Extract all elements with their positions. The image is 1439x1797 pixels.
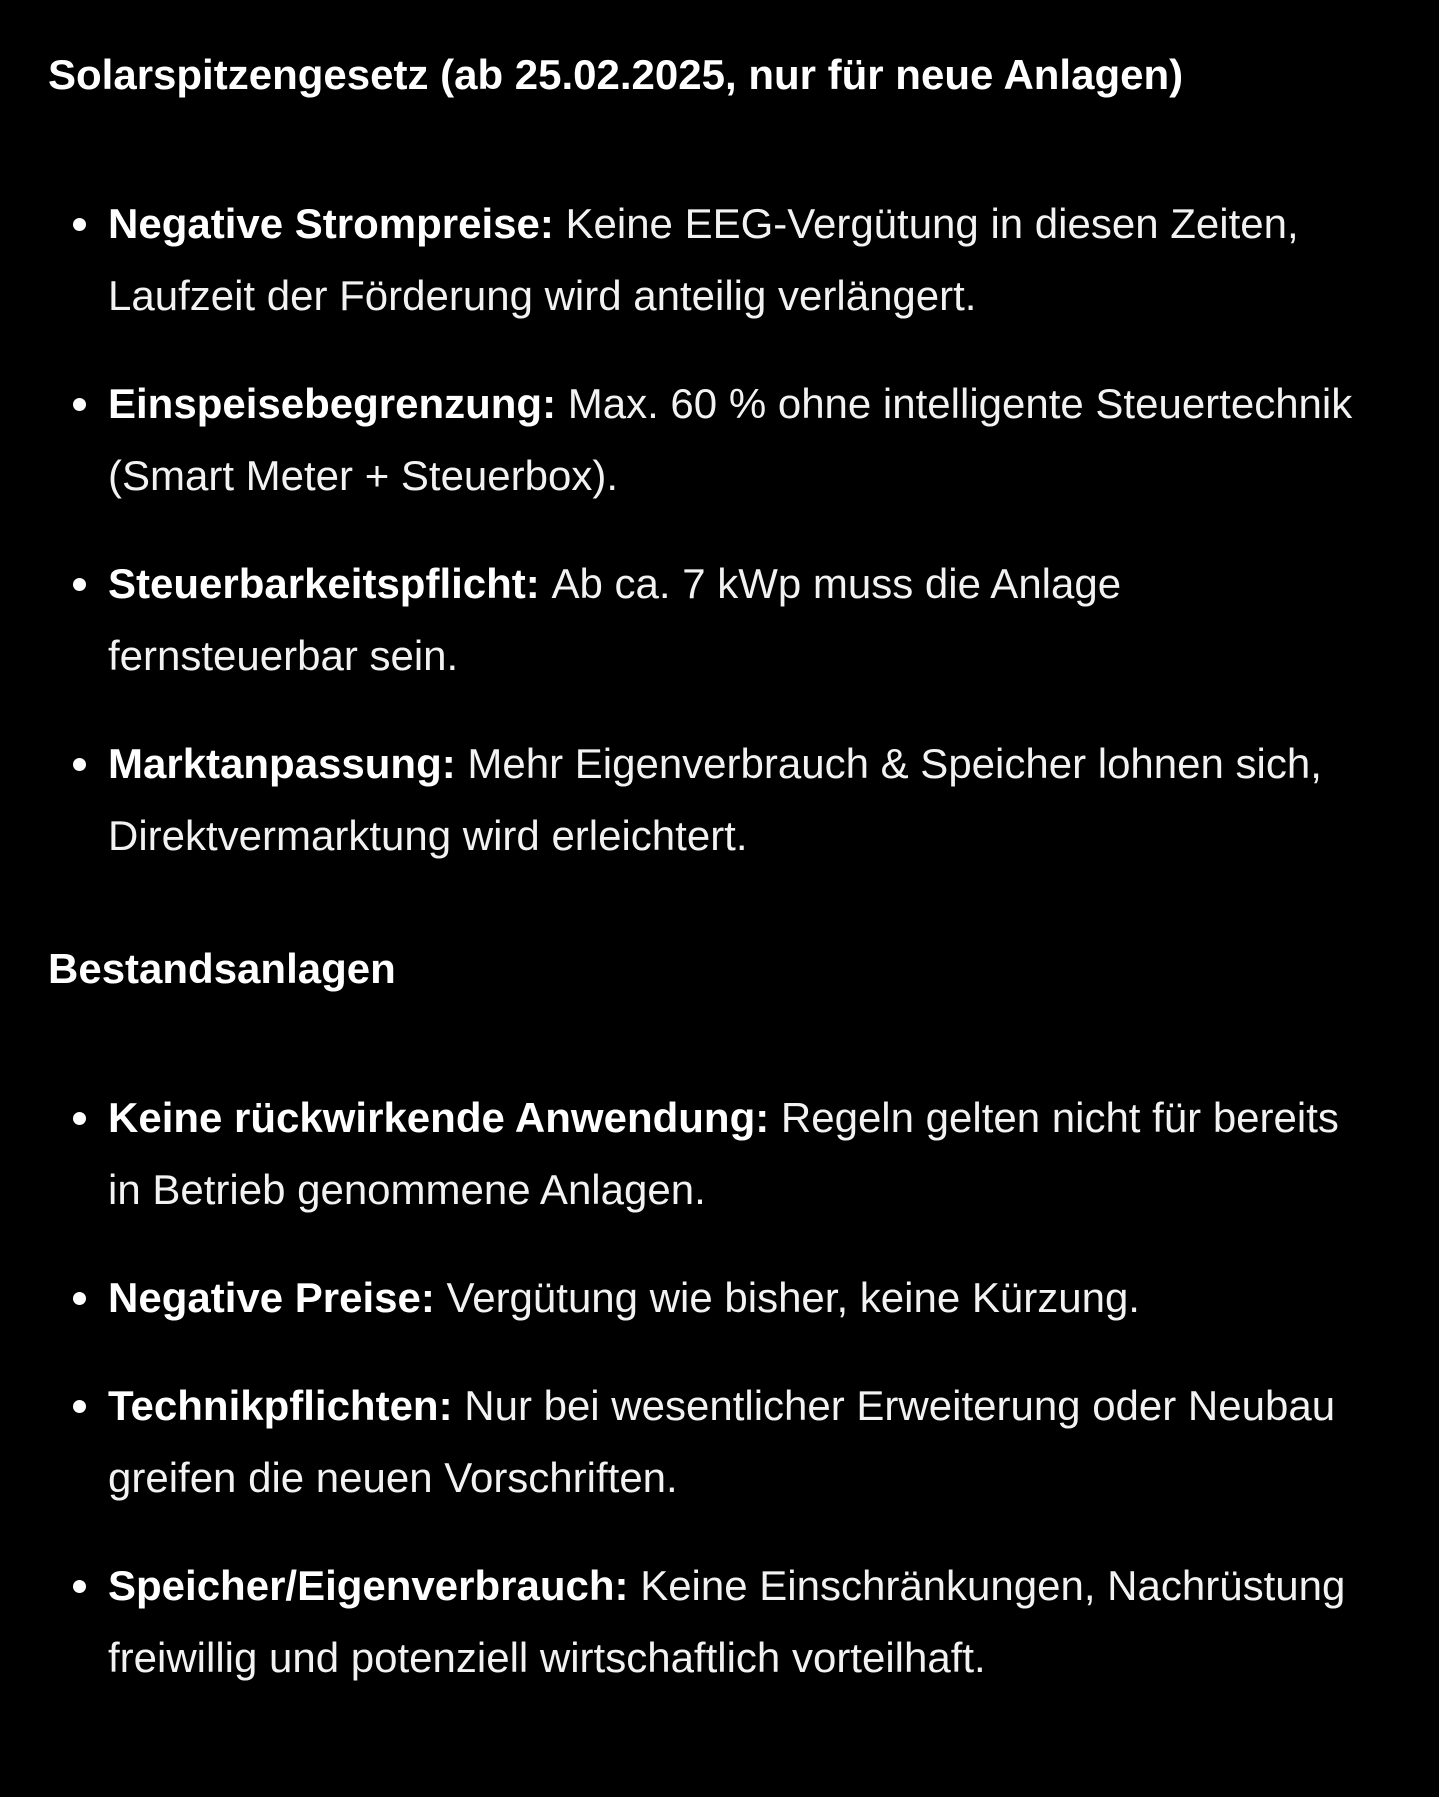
bullet-icon: [73, 1112, 86, 1125]
list-item: [48, 728, 1379, 872]
bullet-list-bestandsanlagen: [48, 1082, 1379, 1694]
list-item: [48, 1370, 1379, 1514]
list-item: [48, 548, 1379, 692]
bullet-icon: [73, 758, 86, 771]
item-term: Marktanpassung:: [108, 740, 468, 787]
item-term: Einspeisebegrenzung:: [108, 380, 568, 427]
item-text: Mehr Eigenverbrauch & Speicher lohnen sich, Direktvermarktung wird erleichtert.: [108, 740, 1322, 859]
item-text: Regeln gelten nicht für bereits in Betrieb genommene Anlagen.: [108, 1094, 1339, 1213]
item-term: Steuerbarkeitspflicht:: [108, 560, 552, 607]
bullet-icon: [73, 1292, 86, 1305]
item-text: Ab ca. 7 kWp muss die Anlage fernsteuerbar sein.: [108, 560, 1122, 679]
item-term: Negative Strompreise:: [108, 200, 566, 247]
item-text: Keine EEG-Vergütung in diesen Zeiten, Laufzeit der Förderung wird anteilig verlängert.: [108, 200, 1299, 319]
bullet-icon: [73, 1400, 86, 1413]
list-item: [48, 368, 1379, 512]
bullet-icon: [73, 398, 86, 411]
section-heading-bestandsanlagen: Bestandsanlagen: [48, 945, 396, 992]
list-item: [48, 1550, 1379, 1694]
item-term: Speicher/Eigenverbrauch:: [108, 1562, 641, 1609]
item-term: Negative Preise:: [108, 1274, 447, 1321]
item-text: Vergütung wie bisher, keine Kürzung.: [446, 1274, 1140, 1321]
list-item: [48, 1082, 1379, 1226]
bullet-icon: [73, 218, 86, 231]
item-text: Max. 60 % ohne intelligente Steuertechnik (Smart Meter + Steuerbox).: [108, 380, 1353, 499]
item-text: Nur bei wesentlicher Erweiterung oder Neubau greifen die neuen Vorschriften.: [108, 1382, 1336, 1501]
bullet-icon: [73, 1580, 86, 1593]
section-heading-solarspitzengesetz: Solarspitzengesetz (ab 25.02.2025, nur für neue Anlagen): [48, 51, 1184, 98]
list-item: [48, 1262, 1379, 1334]
list-item: [48, 188, 1379, 332]
item-term: Keine rückwirkende Anwendung:: [108, 1094, 781, 1141]
bullet-list-solarspitzengesetz: [48, 188, 1379, 872]
item-term: Technikpflichten:: [108, 1382, 465, 1429]
bullet-icon: [73, 578, 86, 591]
item-text: Keine Einschränkungen, Nachrüstung freiwillig und potenziell wirtschaftlich vorteilhaft.: [108, 1562, 1346, 1681]
